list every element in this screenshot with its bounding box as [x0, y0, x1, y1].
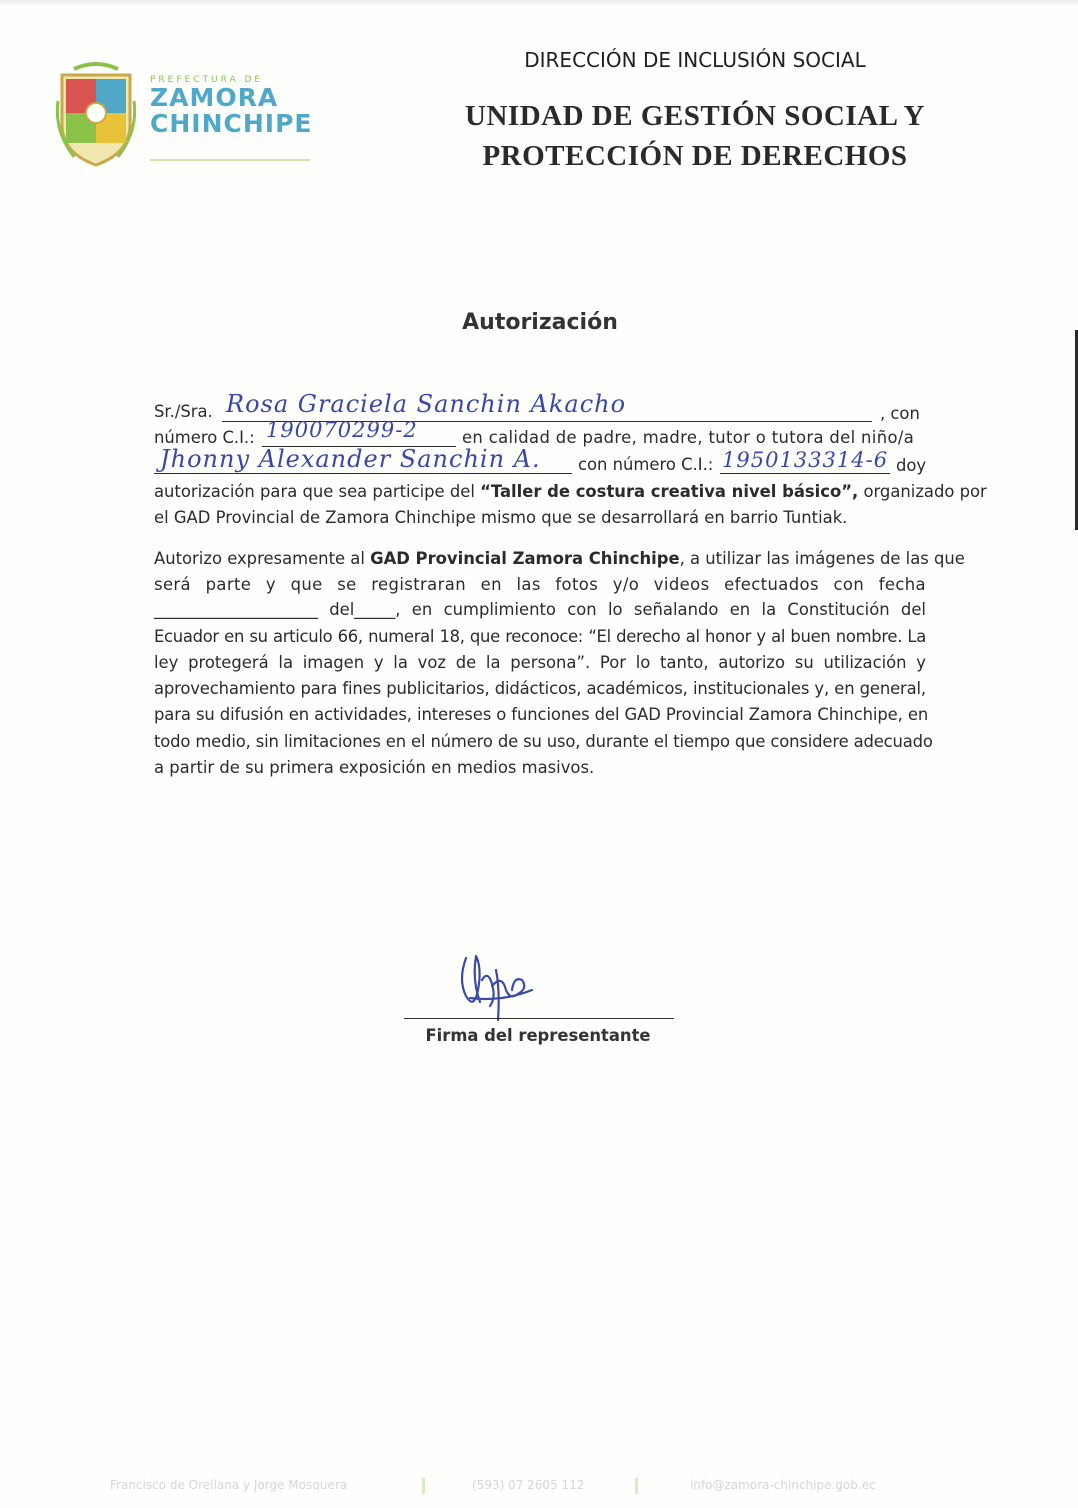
- signature-line: [404, 1018, 674, 1019]
- parent-ci-handwritten: 190070299-2: [266, 418, 418, 442]
- logo-small-text: PREFECTURA DE: [150, 75, 264, 85]
- unit-heading: [430, 96, 960, 176]
- unit-heading-line2: PROTECCIÓN DE DERECHOS: [482, 140, 908, 172]
- child-name-fill-line: [154, 473, 572, 474]
- sr-sra-label: Sr./Sra.: [154, 402, 213, 421]
- footer: [110, 1478, 910, 1498]
- scan-edge: [0, 0, 1078, 6]
- p2-line1: Autorizo expresamente al GAD Provincial Zamora Chinchipe, a utilizar las imágenes de las que: [154, 549, 965, 568]
- footer-email: info@zamora-chinchipe.gob.ec: [690, 1478, 876, 1492]
- parent-name-handwritten: Rosa Graciela Sanchin Akacho: [226, 390, 627, 418]
- ci-label: número C.I.:: [154, 428, 255, 447]
- signature-block: [400, 950, 680, 1050]
- p2-line3: ____________________ del_____, en cumplimiento con lo señalando en la Constitución del: [154, 600, 926, 619]
- p2-line2: será parte y que se registraran en las fotos y/o videos efectuados con fecha: [154, 575, 926, 594]
- coat-of-arms-icon: [56, 61, 136, 169]
- p2-line6: aprovechamiento para fines publicitarios, didácticos, académicos, institucionales y, en general,: [154, 679, 926, 698]
- p2-line9: a partir de su primera exposición en medios masivos.: [154, 758, 595, 777]
- gad-name: GAD Provincial Zamora Chinchipe: [370, 549, 680, 568]
- logo-underline: [150, 159, 310, 161]
- p2-line8: todo medio, sin limitaciones en el número de su uso, durante el tiempo que considere adecuado: [154, 732, 933, 751]
- p2-line7: para su difusión en actividades, intereses o funciones del GAD Provincial Zamora Chinchipe, en: [154, 705, 929, 724]
- footer-phone: (593) 07 2605 112: [472, 1478, 585, 1492]
- footer-separator: [422, 1478, 425, 1494]
- date-blank: ____________________: [154, 600, 318, 619]
- department-heading: DIRECCIÓN DE INCLUSIÓN SOCIAL: [524, 48, 866, 72]
- child-ci-label: con número C.I.:: [578, 455, 714, 474]
- p2-line4: Ecuador en su articulo 66, numeral 18, que reconoce: “El derecho al honor y al buen nombre. La: [154, 627, 926, 646]
- logo-line2: CHINCHIPE: [150, 109, 313, 138]
- child-ci-fill-line: [720, 473, 890, 474]
- line3-tail: doy: [896, 456, 927, 475]
- footer-address: Francisco de Orellana y Jorge Mosquera: [110, 1478, 348, 1492]
- child-ci-handwritten: 1950133314-6: [722, 448, 889, 472]
- child-name-handwritten: Jhonny Alexander Sanchin A.: [160, 445, 541, 473]
- signature-caption: Firma del representante: [425, 1026, 651, 1045]
- line2-tail: en calidad de padre, madre, tutor o tutora del niño/a: [462, 428, 915, 447]
- prefectura-logo: [50, 55, 320, 180]
- form-line4: autorización para que sea participe del “Taller de costura creativa nivel básico”, organizado por: [154, 482, 987, 501]
- document-title: Autorización: [462, 310, 618, 335]
- year-blank: _____: [354, 600, 396, 619]
- p2-line5: ley protegerá la imagen y la voz de la persona”. Por lo tanto, autorizo su utilización y: [154, 653, 926, 672]
- form-line5: el GAD Provincial de Zamora Chinchipe mismo que se desarrollará en barrio Tuntiak.: [154, 508, 848, 527]
- line1-tail: , con: [880, 404, 920, 423]
- logo-line1: ZAMORA: [150, 83, 279, 112]
- workshop-name: “Taller de costura creativa nivel básico”,: [480, 482, 859, 501]
- footer-separator: [635, 1478, 638, 1494]
- unit-heading-line1: UNIDAD DE GESTIÓN SOCIAL Y: [465, 100, 925, 132]
